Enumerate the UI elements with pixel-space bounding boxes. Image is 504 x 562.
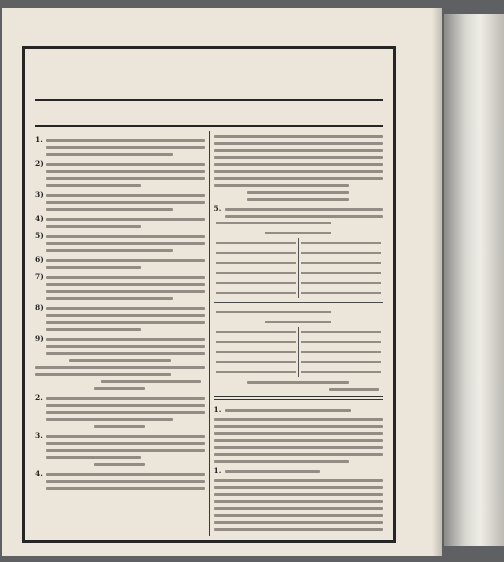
- schedule-table-2: [214, 307, 384, 377]
- masthead-title: [25, 49, 393, 99]
- date-signature: [35, 380, 201, 383]
- notice-entry: [35, 469, 205, 490]
- entry-number: 3): [35, 190, 44, 199]
- entry-number: 4.: [35, 469, 43, 478]
- notice-entry: [35, 255, 205, 269]
- notice-entry: [214, 405, 384, 414]
- notice-entry: [35, 272, 205, 300]
- issue-line: [35, 99, 383, 127]
- notice-entry: [35, 393, 205, 421]
- notice-entry: [35, 214, 205, 228]
- entry-number: 7): [35, 272, 44, 281]
- notice-entry: [35, 334, 205, 355]
- newspaper-page: [2, 8, 442, 556]
- entry-number: 3.: [35, 431, 43, 440]
- notice-entry: [35, 190, 205, 211]
- notice-entry: [214, 204, 384, 218]
- entry-number: 2): [35, 159, 44, 168]
- entry-number: 4): [35, 214, 44, 223]
- place-signature: [214, 191, 384, 194]
- notice-entry: [35, 231, 205, 252]
- entry-number: 9): [35, 334, 44, 343]
- entry-number: 8): [35, 303, 44, 312]
- notice-entry: [35, 431, 205, 459]
- office-line: [214, 381, 384, 384]
- signature-names: [214, 198, 384, 201]
- notice-entry: [35, 135, 205, 156]
- signature-name: [214, 388, 380, 391]
- notice-entry: [35, 159, 205, 187]
- signature-name: [35, 387, 205, 390]
- entry-number: 6): [35, 255, 44, 264]
- body-columns: [31, 131, 387, 536]
- signature-name: [35, 425, 205, 428]
- notice-entry: [214, 466, 384, 475]
- entry-number: 2.: [35, 393, 43, 402]
- entry-number: 5.: [213, 204, 222, 213]
- right-column: [210, 131, 388, 536]
- book-page-edges: [444, 14, 504, 546]
- signature-name: [35, 463, 205, 466]
- schedule-table-1: [214, 218, 384, 298]
- left-column: [31, 131, 209, 536]
- entry-number: 5): [35, 231, 44, 240]
- page-frame: [22, 46, 396, 543]
- entry-number: 1.: [213, 405, 222, 414]
- page-shadow: [432, 8, 442, 556]
- notice-entry: [35, 303, 205, 331]
- amount-line: [35, 359, 205, 362]
- entry-number: 1.: [35, 135, 43, 144]
- entry-number: 1.: [213, 466, 222, 475]
